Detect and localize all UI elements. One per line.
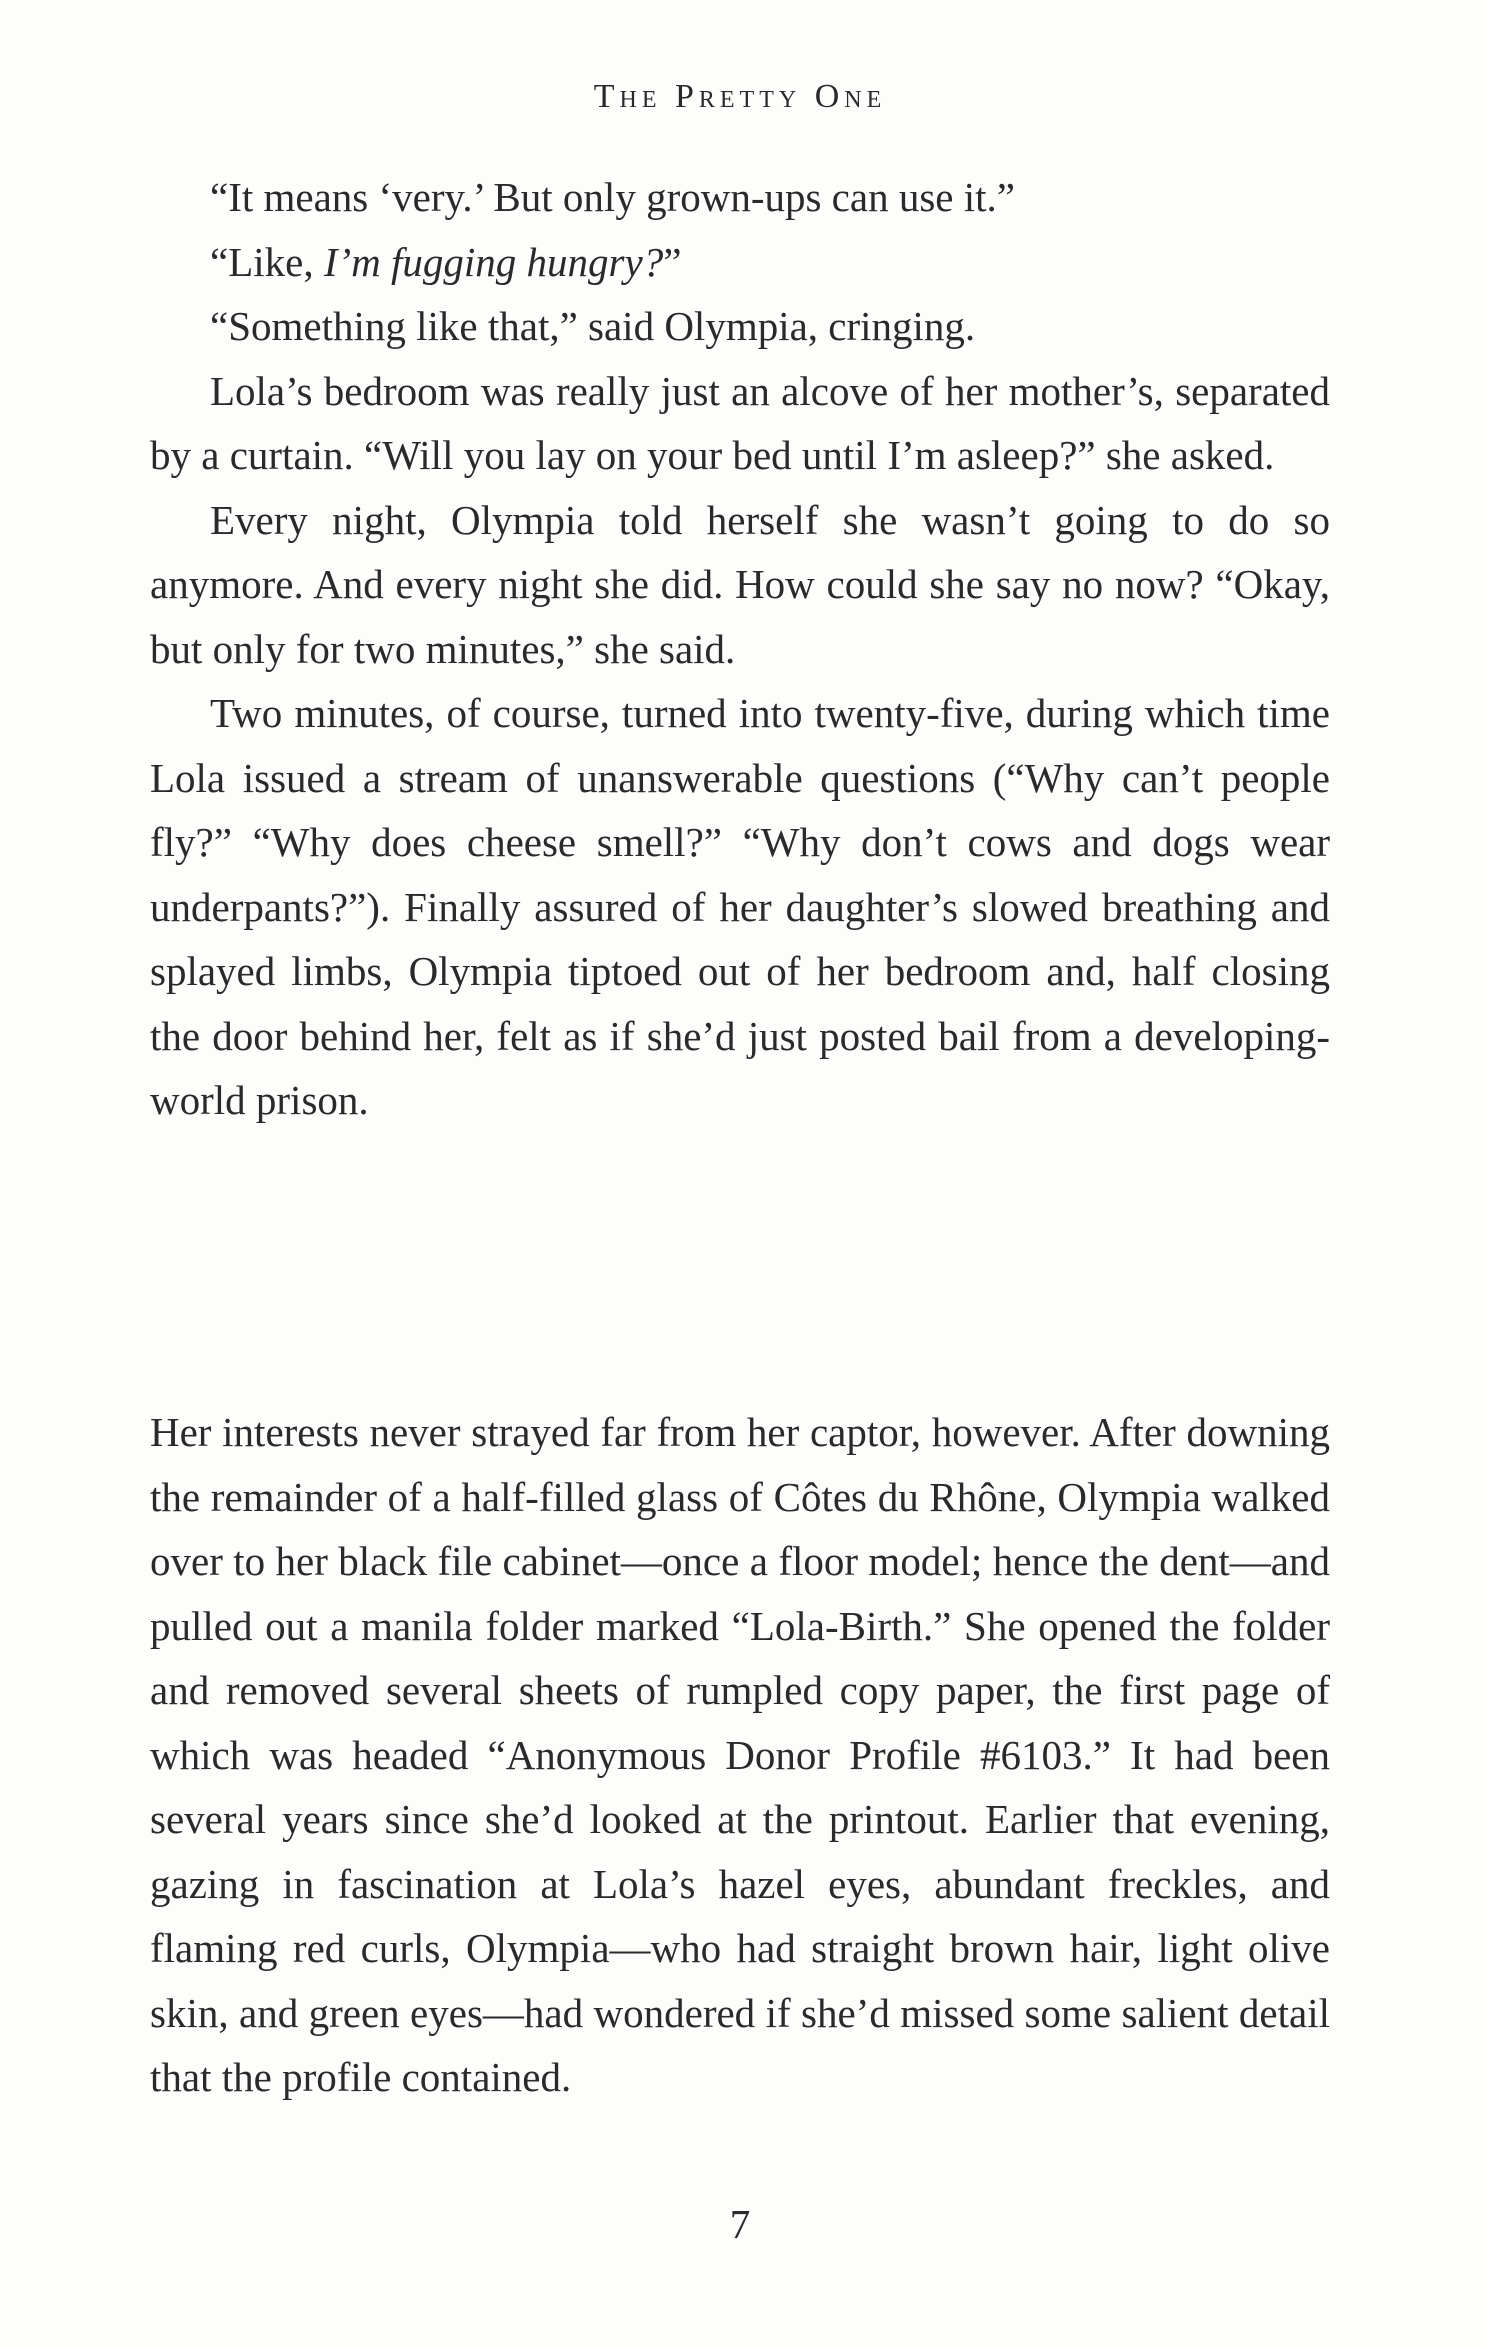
- text-run: ”: [663, 238, 682, 285]
- text-section-2: [150, 1400, 1330, 2110]
- running-head: The Pretty One: [593, 78, 887, 115]
- paragraph: “It means ‘very.’ But only grown-ups can use it.”: [210, 174, 1015, 220]
- paragraph: Every night, Olympia told herself she wasn’t going to do so anymore. And every night she did. How could she say no now? “Okay, but only for two minutes,” she said.: [150, 496, 1330, 672]
- text-run: “Like,: [210, 238, 324, 285]
- paragraph: Two minutes, of course, turned into twenty-five, during which time Lola issued a stream of unanswerable questions (“Why can’t people fly?” “Why does cheese smell?” “Why don’t cows and dogs wear underpants?”). Finally assured of her daughter’s slowed breathing and splayed limbs, Olympia tiptoed out of her bedroom and, half closing the door behind her, felt as if she’d just posted bail from a developing-world prison.: [150, 690, 1330, 1123]
- paragraph: Her interests never strayed far from her captor, however. After downing the remainder of a half-filled glass of Côtes du Rhône, Olympia walked over to her black file cabinet—once a floor model; hence the dent—and pulled out a manila folder marked “Lola-Birth.” She opened the folder and removed several sheets of rumpled copy paper, the first page of which was headed “Anonymous Donor Profile #6103.” It had been several years since she’d looked at the printout. Earlier that evening, gazing in fascination at Lola’s hazel eyes, abundant freckles, and flaming red curls, Olympia—who had straight brown hair, light olive skin, and green eyes—had wondered if she’d missed some salient detail that the profile contained.: [150, 1409, 1330, 2100]
- paragraph: [150, 230, 1330, 295]
- paragraph: Lola’s bedroom was really just an alcove of her mother’s, separated by a curtain. “Will you lay on your bed until I’m asleep?” she asked.: [150, 367, 1330, 478]
- page-number: 7: [729, 2201, 751, 2247]
- paragraph: “Something like that,” said Olympia, cringing.: [210, 303, 976, 349]
- book-page: [150, 0, 1330, 2346]
- italic-text: I’m fugging hungry?: [323, 238, 664, 285]
- text-section-1: [150, 165, 1330, 1133]
